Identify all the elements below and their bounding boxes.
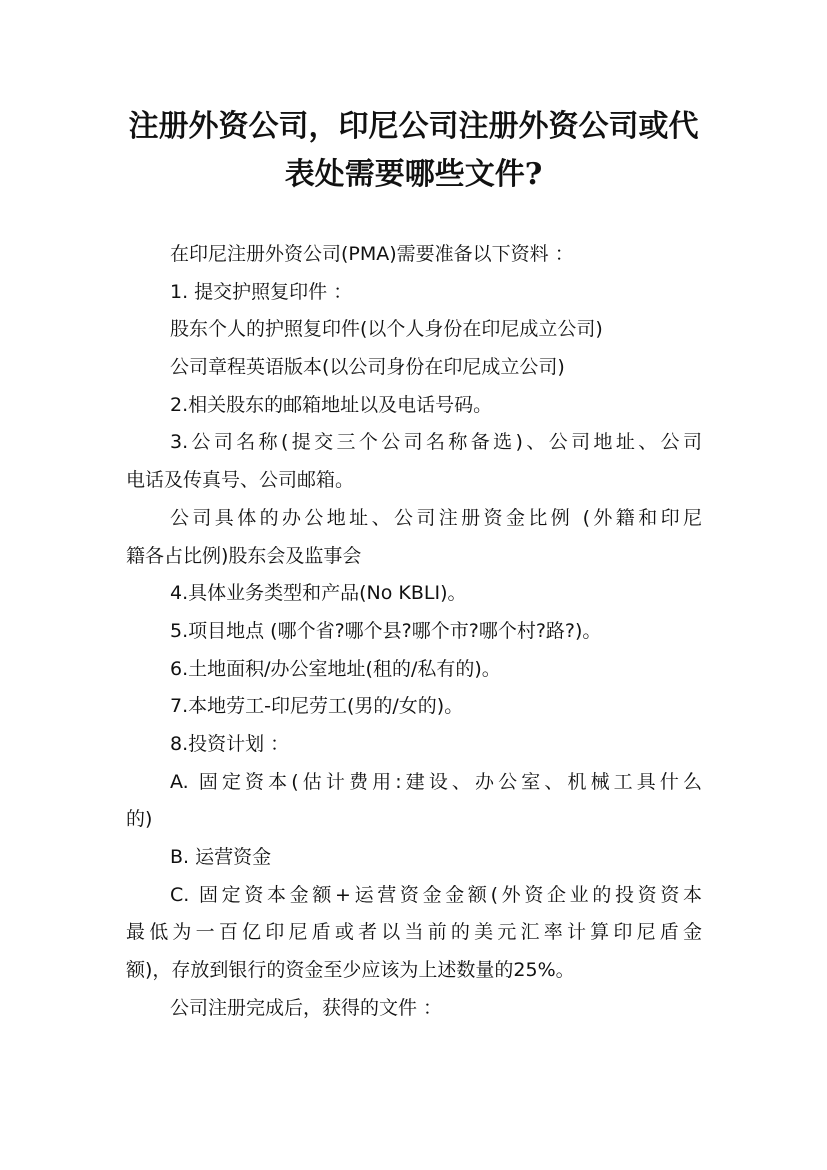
item-1-articles-text: 公司章程英语版本(以公司身份在印尼成立公司)	[170, 356, 565, 379]
item-3-text-line-1: 3.公司名称(提交三个公司名称备选)、公司地址、公司	[170, 431, 702, 454]
item-8c-text-line-3: 额)，存放到银行的资金至少应该为上述数量的25%。	[126, 959, 575, 982]
item-8a-text-line-2: 的)	[126, 808, 153, 831]
item-5-text: 5.项目地点 (哪个省?哪个县?哪个市?哪个村?路?)。	[170, 619, 602, 642]
item-8c-text-line-2: 最低为一百亿印尼盾或者以当前的美元汇率计算印尼盾金	[126, 921, 702, 944]
item-1-passport-text: 股东个人的护照复印件(以个人身份在印尼成立公司)	[170, 318, 603, 341]
item-8c-text-line-1: C. 固定资本金额+运营资金金额(外资企业的投资资本	[170, 883, 702, 906]
item-2-text: 2.相关股东的邮箱地址以及电话号码。	[170, 393, 493, 416]
item-8-heading: 8.投资计划 ：	[170, 732, 290, 755]
item-4-text: 4.具体业务类型和产品(No KBLI)。	[170, 582, 467, 605]
title-line-2: 表处需要哪些文件?	[284, 157, 543, 192]
paragraph-intro: 在印尼注册外资公司(PMA)需要准备以下资料 ：	[170, 243, 574, 265]
page-title	[100, 103, 727, 199]
item-3-text-line-2: 电话及传真号、公司邮箱。	[126, 469, 355, 492]
item-8b-text: B. 运营资金	[170, 846, 272, 868]
item-6-text: 6.土地面积/办公室地址(租的/私有的)。	[170, 657, 501, 680]
office-address-text-line-2: 籍各占比例)股东会及监事会	[126, 544, 362, 567]
item-7-text: 7.本地劳工-印尼劳工(男的/女的)。	[170, 695, 464, 718]
item-8a-text-line-1: A. 固定资本(估计费用:建设、办公室、机械工具什么	[170, 770, 702, 793]
item-1-heading: 1. 提交护照复印件 ：	[170, 280, 353, 303]
documents-obtained-heading: 公司注册完成后，获得的文件 ：	[170, 996, 443, 1019]
office-address-text-line-1: 公司具体的办公地址、公司注册资金比例 (外籍和印尼	[170, 506, 702, 529]
document-body	[126, 236, 702, 1027]
title-line-1: 注册外资公司，印尼公司注册外资公司或代	[128, 109, 699, 144]
